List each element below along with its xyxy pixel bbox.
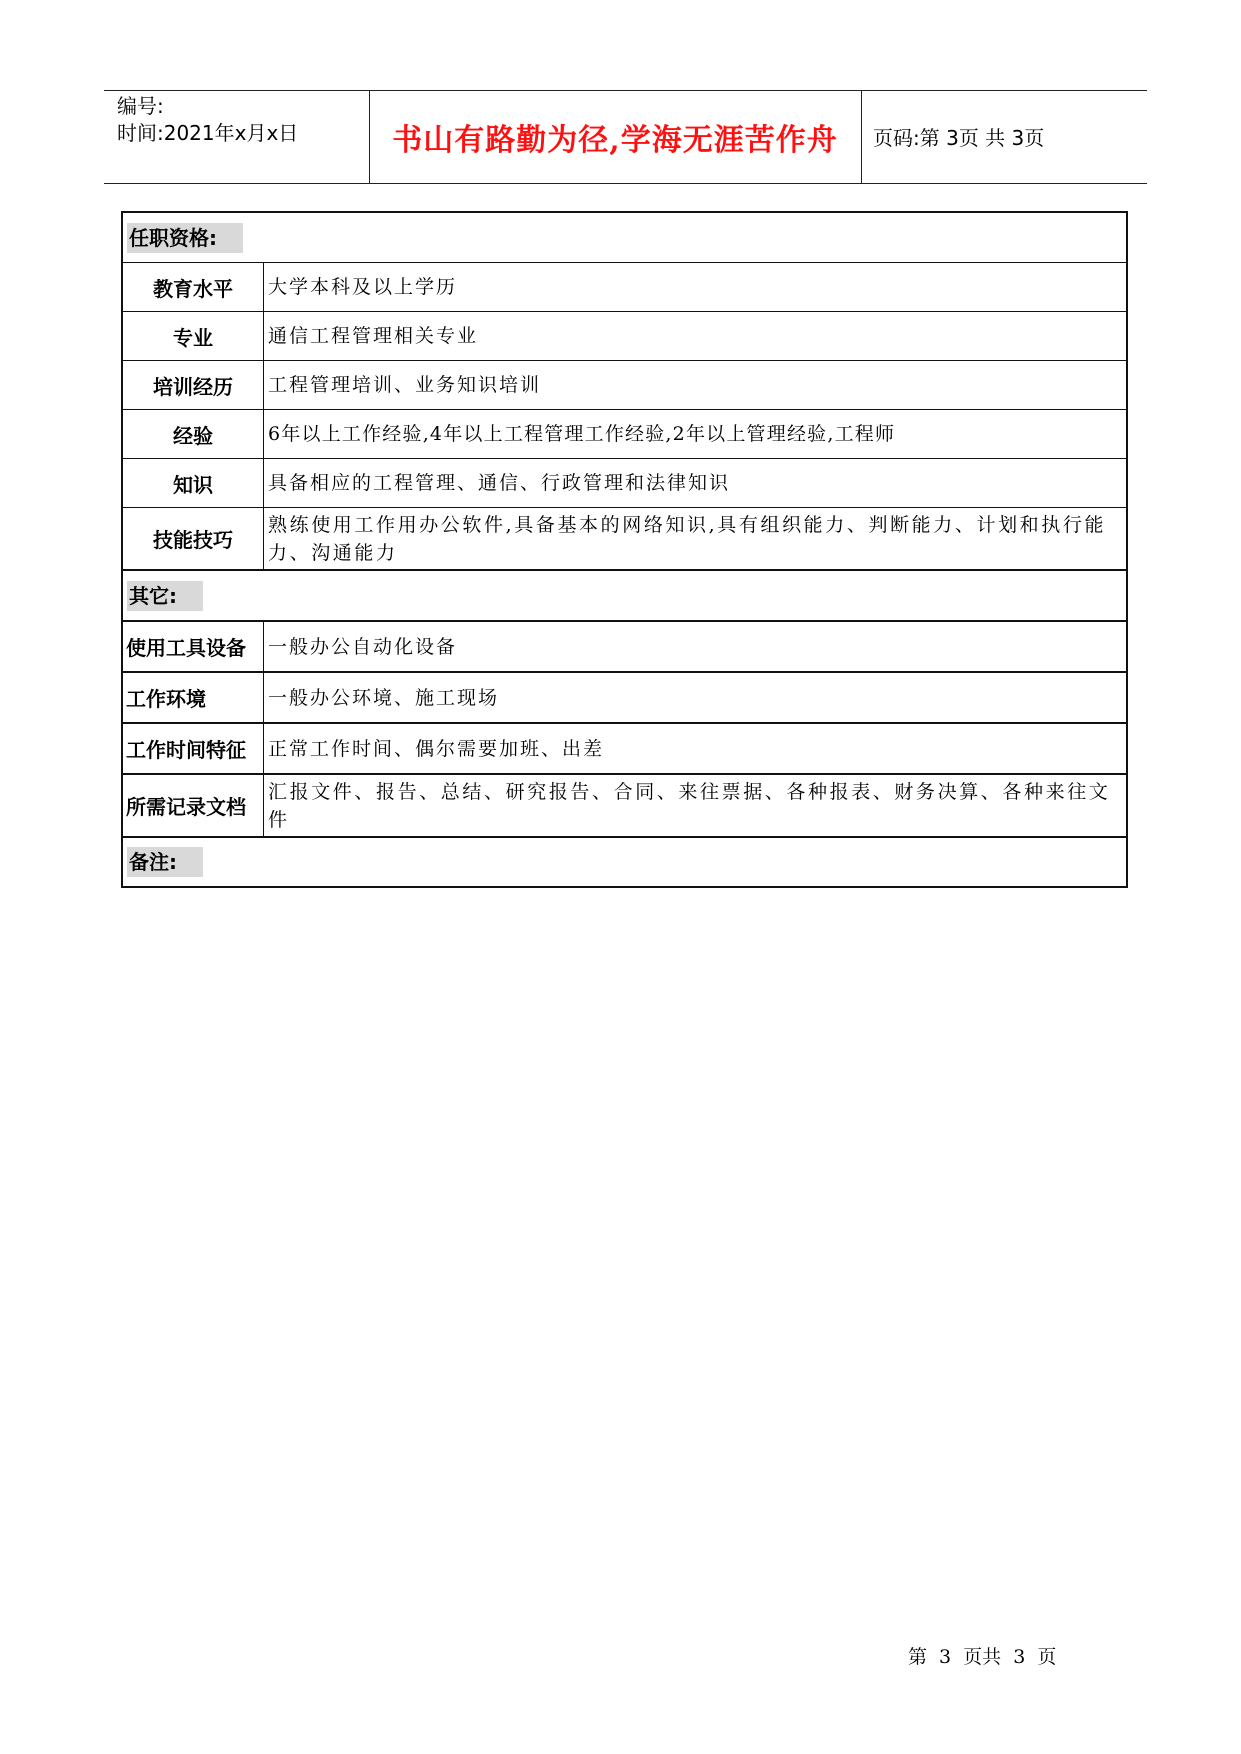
table-row bbox=[123, 409, 1126, 458]
row-value: 6年以上工作经验,4年以上工程管理工作经验,2年以上管理经验,工程师 bbox=[268, 423, 896, 445]
table-row bbox=[123, 360, 1126, 409]
table-row bbox=[123, 507, 1126, 569]
row-label: 知识 bbox=[123, 459, 264, 507]
header-motto: 书山有路勤为径,学海无涯苦作舟 bbox=[392, 123, 838, 158]
section-qualification bbox=[123, 213, 1126, 262]
header-top-rule bbox=[104, 90, 1147, 91]
table-row bbox=[123, 311, 1126, 360]
table-row bbox=[123, 722, 1126, 773]
section-title: 备注: bbox=[127, 847, 203, 877]
row-value: 工程管理培训、业务知识培训 bbox=[268, 374, 542, 396]
page-number-label: 页码:第 3页 共 3页 bbox=[873, 126, 1045, 150]
row-label: 工作时间特征 bbox=[123, 724, 264, 773]
table-row bbox=[123, 773, 1126, 836]
row-value: 大学本科及以上学历 bbox=[268, 276, 458, 298]
row-value: 熟练使用工作用办公软件,具备基本的网络知识,具有组织能力、判断能力、计划和执行能力、沟通能力 bbox=[268, 513, 1107, 564]
header-divider-right bbox=[861, 90, 862, 183]
table-row bbox=[123, 620, 1126, 671]
row-value: 正常工作时间、偶尔需要加班、出差 bbox=[268, 737, 605, 760]
row-label: 使用工具设备 bbox=[123, 622, 264, 671]
row-label: 专业 bbox=[123, 312, 264, 360]
row-value: 通信工程管理相关专业 bbox=[268, 325, 479, 347]
row-value: 汇报文件、报告、总结、研究报告、合同、来往票据、各种报表、财务决算、各种来往文件 bbox=[268, 780, 1111, 831]
section-title: 其它: bbox=[127, 581, 203, 611]
row-label: 所需记录文档 bbox=[123, 775, 264, 836]
header-bottom-rule bbox=[104, 183, 1147, 184]
table-row bbox=[123, 458, 1126, 507]
row-label: 工作环境 bbox=[123, 673, 264, 722]
document-number-label: 编号: bbox=[117, 94, 164, 118]
section-remarks bbox=[123, 836, 1126, 886]
row-label: 培训经历 bbox=[123, 361, 264, 409]
section-other bbox=[123, 569, 1126, 620]
footer-page-number: 第 3 页共 3 页 bbox=[908, 1646, 1057, 1668]
row-label: 技能技巧 bbox=[123, 508, 264, 569]
row-label: 经验 bbox=[123, 410, 264, 458]
row-value: 一般办公自动化设备 bbox=[268, 635, 458, 658]
section-title: 任职资格: bbox=[127, 223, 243, 253]
row-value: 具备相应的工程管理、通信、行政管理和法律知识 bbox=[268, 472, 731, 494]
row-label: 教育水平 bbox=[123, 263, 264, 311]
row-value: 一般办公环境、施工现场 bbox=[268, 686, 500, 709]
document-time-label: 时间:2021年x月x日 bbox=[117, 121, 299, 145]
table-row bbox=[123, 671, 1126, 722]
table-row bbox=[123, 262, 1126, 311]
job-requirements-table bbox=[121, 211, 1128, 888]
